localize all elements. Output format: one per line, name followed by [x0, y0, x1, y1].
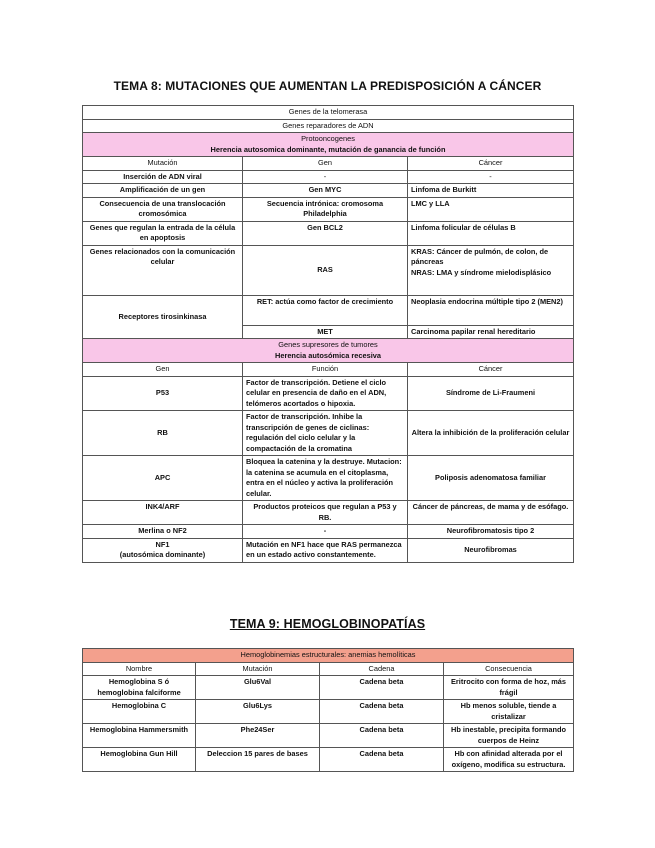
- column-header: Gen: [83, 363, 243, 377]
- cell: NF1 (autosómica dominante): [83, 538, 243, 562]
- cell: Inserción de ADN viral: [83, 170, 243, 184]
- cell: Carcinoma papilar renal hereditario: [408, 325, 574, 339]
- cell: Phe24Ser: [196, 724, 320, 748]
- column-header: Mutación: [196, 662, 320, 676]
- column-header: Cadena: [320, 662, 444, 676]
- table-row: [83, 724, 574, 748]
- cell: Linfoma folicular de células B: [408, 221, 574, 245]
- cell: Hemoglobina C: [83, 700, 196, 724]
- cell: RB: [83, 411, 243, 456]
- column-header: Cáncer: [408, 157, 574, 171]
- cell: Eritrocito con forma de hoz, más frágil: [444, 676, 574, 700]
- tema9-title: TEMA 9: HEMOGLOBINOPATÍAS: [229, 617, 426, 631]
- table-row: [83, 538, 574, 562]
- cell: MET: [243, 325, 408, 339]
- cell: Neurofibromatosis tipo 2: [408, 525, 574, 539]
- cell: Genes que regulan la entrada de la célula en apoptosis: [83, 221, 243, 245]
- cell: Linfoma de Burkitt: [408, 184, 574, 198]
- cell: Amplificación de un gen: [83, 184, 243, 198]
- cell: Altera la inhibición de la proliferación celular: [408, 411, 574, 456]
- cell: Merlina o NF2: [83, 525, 243, 539]
- supresores-header: [83, 339, 574, 363]
- hemoglobinemias-header: Hemoglobinemias estructurales: anemias hemolíticas: [83, 649, 574, 663]
- cell: Cadena beta: [320, 748, 444, 772]
- table-row: [83, 700, 574, 724]
- column-header: Mutación: [83, 157, 243, 171]
- cell: Genes relacionados con la comunicación celular: [83, 245, 243, 295]
- section-subtitle: Herencia autosomica dominante, mutación de ganancia de función: [210, 144, 446, 154]
- table-row: [83, 411, 574, 456]
- cell: Cadena beta: [320, 700, 444, 724]
- cell: -: [243, 525, 408, 539]
- table-row: [83, 676, 574, 700]
- cell: -: [408, 170, 574, 184]
- section-title: Protooncogenes: [301, 134, 355, 143]
- section-subtitle: Herencia autosómica recesiva: [275, 350, 381, 360]
- table-row: [83, 525, 574, 539]
- cell: Síndrome de Li-Fraumeni: [408, 376, 574, 411]
- cell: Secuencia intrónica: cromosoma Philadelphia: [243, 197, 408, 221]
- cell: P53: [83, 376, 243, 411]
- tema8-title: TEMA 8: MUTACIONES QUE AUMENTAN LA PREDISPOSICIÓN A CÁNCER: [113, 79, 542, 93]
- table-row: [83, 456, 574, 501]
- cell: Factor de transcripción. Detiene el ciclo celular en presencia de daño en el ADN, telómeros acortados o hipoxia.: [243, 376, 408, 411]
- table-row: [83, 170, 574, 184]
- cell: Hemoglobina Gun Hill: [83, 748, 196, 772]
- table-row: Genes reparadores de ADN: [83, 119, 574, 133]
- table-row: [83, 295, 574, 325]
- cell: Cadena beta: [320, 676, 444, 700]
- cell: Neoplasia endocrina múltiple tipo 2 (MEN2): [408, 295, 574, 325]
- cell: Productos proteicos que regulan a P53 y RB.: [243, 501, 408, 525]
- cell: LMC y LLA: [408, 197, 574, 221]
- cell: Factor de transcripción. Inhibe la transcripción de genes de ciclinas: regulación del ciclo celular y la compactación de la cromatina: [243, 411, 408, 456]
- cell: Hb con afinidad alterada por el oxígeno, modifica su estructura.: [444, 748, 574, 772]
- table-row: [83, 376, 574, 411]
- cell: Hemoglobina Hammersmith: [83, 724, 196, 748]
- table-row: [83, 245, 574, 295]
- column-header: Función: [243, 363, 408, 377]
- cell: Deleccion 15 pares de bases: [196, 748, 320, 772]
- hemoglobinopatias-table: [82, 648, 574, 772]
- cell: Cáncer de páncreas, de mama y de esófago.: [408, 501, 574, 525]
- column-header: Cáncer: [408, 363, 574, 377]
- protooncogenes-header: [83, 133, 574, 157]
- column-header: Nombre: [83, 662, 196, 676]
- cell: Hemoglobina S ó hemoglobina falciforme: [83, 676, 196, 700]
- cell: Cadena beta: [320, 724, 444, 748]
- cell: RAS: [243, 245, 408, 295]
- table-row: [83, 184, 574, 198]
- column-header: Consecuencia: [444, 662, 574, 676]
- table-row: [83, 501, 574, 525]
- section-title: Genes supresores de tumores: [278, 340, 378, 349]
- cell: Glu6Val: [196, 676, 320, 700]
- cell: -: [243, 170, 408, 184]
- cell: Gen MYC: [243, 184, 408, 198]
- cell: INK4/ARF: [83, 501, 243, 525]
- cell: APC: [83, 456, 243, 501]
- cell: Neurofibromas: [408, 538, 574, 562]
- cell: Poliposis adenomatosa familiar: [408, 456, 574, 501]
- cell: Gen BCL2: [243, 221, 408, 245]
- cell: KRAS: Cáncer de pulmón, de colon, de páncreas NRAS: LMA y síndrome mielodisplásico: [408, 245, 574, 295]
- cell: Mutación en NF1 hace que RAS permanezca en un estado activo constantemente.: [243, 538, 408, 562]
- cell: Glu6Lys: [196, 700, 320, 724]
- cell: Bloquea la catenina y la destruye. Mutacion: la catenina se acumula en el citoplasma, entra en el núcleo y activa la proliferación celular.: [243, 456, 408, 501]
- cell: Consecuencia de una translocación cromosómica: [83, 197, 243, 221]
- cell: Hb inestable, precipita formando cuerpos de Heinz: [444, 724, 574, 748]
- table-row: [83, 221, 574, 245]
- table-row: [83, 748, 574, 772]
- mutaciones-table: [82, 105, 574, 563]
- cell: RET: actúa como factor de crecimiento: [243, 295, 408, 325]
- table-row: [83, 197, 574, 221]
- cell: Receptores tirosinkinasa: [83, 295, 243, 339]
- column-header: Gen: [243, 157, 408, 171]
- cell: Hb menos soluble, tiende a cristalizar: [444, 700, 574, 724]
- table-row: Genes de la telomerasa: [83, 106, 574, 120]
